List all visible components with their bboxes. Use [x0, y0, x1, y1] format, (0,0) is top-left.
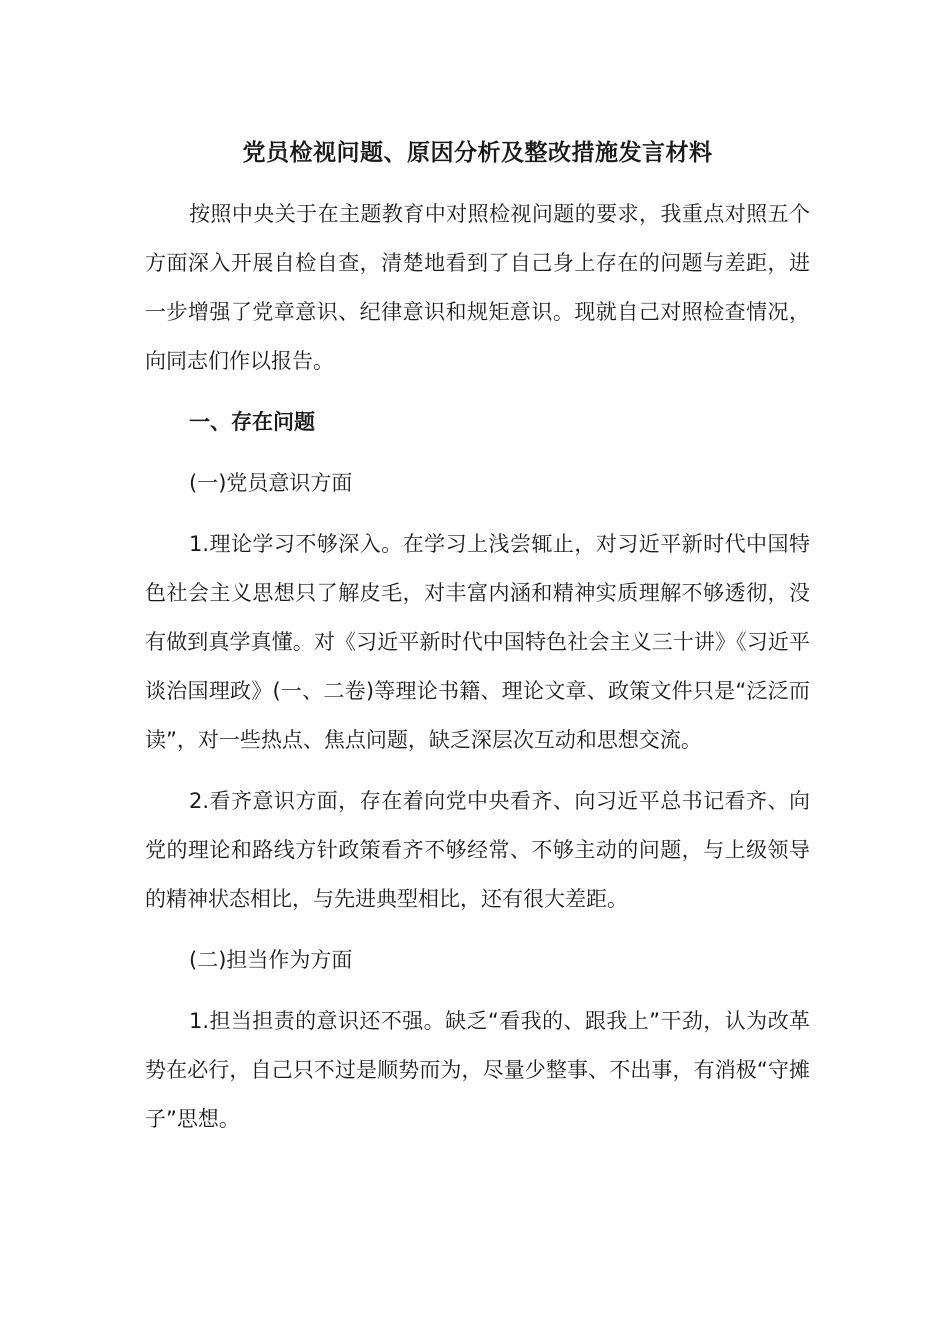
subsection-heading: (一)党员意识方面: [189, 471, 353, 495]
spacer: [145, 386, 810, 398]
spacer: [145, 765, 810, 777]
item-paragraph: 1.理论学习不够深入。在学习上浅尝辄止，对习近平新时代中国特色社会主义思想只了解皮毛，对丰富内涵和精神实质理解不够透彻，没有做到真学真懂。对《习近平新时代中国特色社会主义三十讲》《习近平谈治国理政》(一、二卷)等理论书籍、理论文章、政策文件只是“泛泛而读”，对一些热点、焦点问题，缺乏深层次互动和思想交流。: [145, 532, 810, 752]
document-title: 党员检视问题、原因分析及整改措施发言材料: [242, 139, 713, 166]
spacer: [145, 508, 810, 520]
item-paragraph: 1.担当担责的意识还不强。缺乏“看我的、跟我上”干劲，认为改革势在必行，自己只不过是顺势而为，尽量少整事、不出事，有消极“守摊子”思想。: [145, 1009, 810, 1131]
spacer: [145, 447, 810, 459]
intro-paragraph: 按照中央关于在主题教育中对照检视问题的要求，我重点对照五个方面深入开展自检自查，清楚地看到了自己身上存在的问题与差距，进一步增强了党章意识、纪律意识和规矩意识。现就自己对照检查情况，向同志们作以报告。: [145, 202, 810, 373]
item-paragraph: 2.看齐意识方面，存在着向党中央看齐、向习近平总书记看齐、向党的理论和路线方针政策看齐不够经常、不够主动的问题，与上级领导的精神状态相比，与先进典型相比，还有很大差距。: [145, 789, 810, 911]
section-heading: 一、存在问题: [189, 410, 315, 434]
document-body: [145, 128, 810, 1144]
subsection-heading: (二)担当作为方面: [189, 948, 353, 972]
spacer: [145, 924, 810, 936]
spacer: [145, 985, 810, 997]
